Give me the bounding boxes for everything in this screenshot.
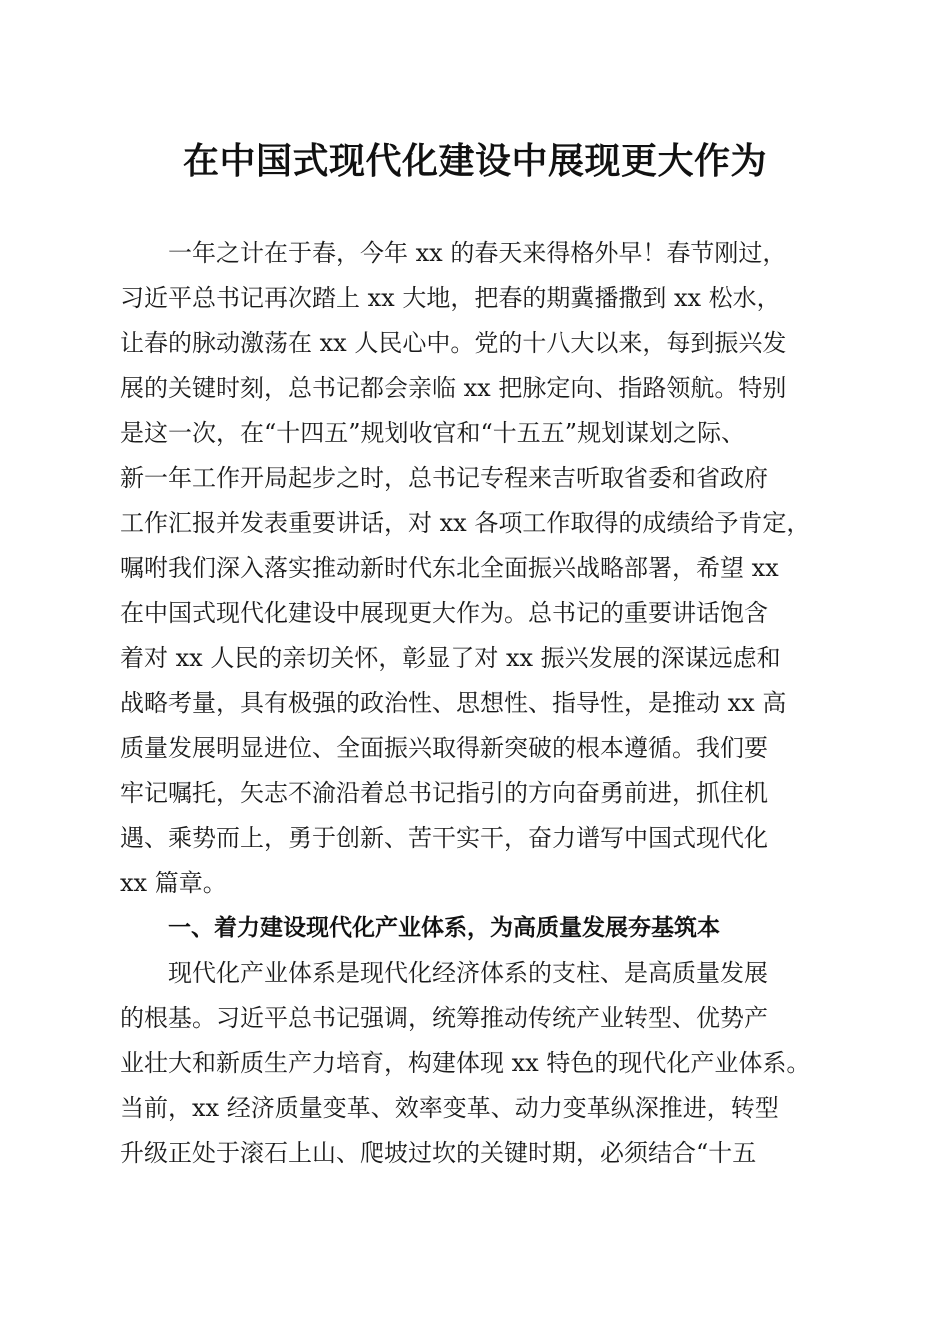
paragraph-1-line: 新一年工作开局起步之时，总书记专程来吉听取省委和省政府 xyxy=(120,464,768,492)
paragraph-1-line: 战略考量，具有极强的政治性、思想性、指导性，是推动 xx 高 xyxy=(120,689,787,717)
paragraph-1-line: 嘱咐我们深入落实推动新时代东北全面振兴战略部署，希望 xx xyxy=(120,554,779,582)
paragraph-1-line: 习近平总书记再次踏上 xx 大地，把春的期冀播撒到 xx 松水， xyxy=(120,284,781,312)
document-title: 在中国式现代化建设中展现更大作为 xyxy=(182,140,767,182)
paragraph-1-line: 是这一次，在“十四五”规划收官和“十五五”规划谋划之际、 xyxy=(120,419,746,447)
paragraph-1-line: 展的关键时刻，总书记都会亲临 xx 把脉定向、指路领航。特别 xyxy=(120,374,787,402)
paragraph-1-line: xx 篇章。 xyxy=(120,869,227,897)
paragraph-1-line: 工作汇报并发表重要讲话，对 xx 各项工作取得的成绩给予肯定， xyxy=(120,509,811,537)
paragraph-1-line: 一年之计在于春，今年 xx 的春天来得格外早！春节刚过， xyxy=(168,239,787,267)
paragraph-1-line: 让春的脉动激荡在 xx 人民心中。党的十八大以来，每到振兴发 xyxy=(120,329,787,357)
paragraph-1-line: 着对 xx 人民的亲切关怀，彰显了对 xx 振兴发展的深谋远虑和 xyxy=(120,644,781,672)
paragraph-2-line: 的根基。习近平总书记强调，统筹推动传统产业转型、优势产 xyxy=(120,1004,768,1032)
paragraph-2-line: 业壮大和新质生产力培育，构建体现 xx 特色的现代化产业体系。 xyxy=(120,1049,811,1077)
paragraph-2-line: 升级正处于滚石上山、爬坡过坎的关键时期，必须结合“十五 xyxy=(120,1139,757,1167)
paragraph-1-line: 在中国式现代化建设中展现更大作为。总书记的重要讲话饱含 xyxy=(120,599,768,627)
paragraph-1-line: 质量发展明显进位、全面振兴取得新突破的根本遵循。我们要 xyxy=(120,734,768,762)
paragraph-1-line: 牢记嘱托，矢志不渝沿着总书记指引的方向奋勇前进，抓住机 xyxy=(120,779,768,807)
paragraph-1-line: 遇、乘势而上，勇于创新、苦干实干，奋力谱写中国式现代化 xyxy=(120,824,768,852)
section-heading-1: 一、着力建设现代化产业体系，为高质量发展夯基筑本 xyxy=(168,915,720,941)
paragraph-2-line: 当前，xx 经济质量变革、效率变革、动力变革纵深推进，转型 xyxy=(120,1094,779,1122)
paragraph-2-line: 现代化产业体系是现代化经济体系的支柱、是高质量发展 xyxy=(168,959,768,987)
